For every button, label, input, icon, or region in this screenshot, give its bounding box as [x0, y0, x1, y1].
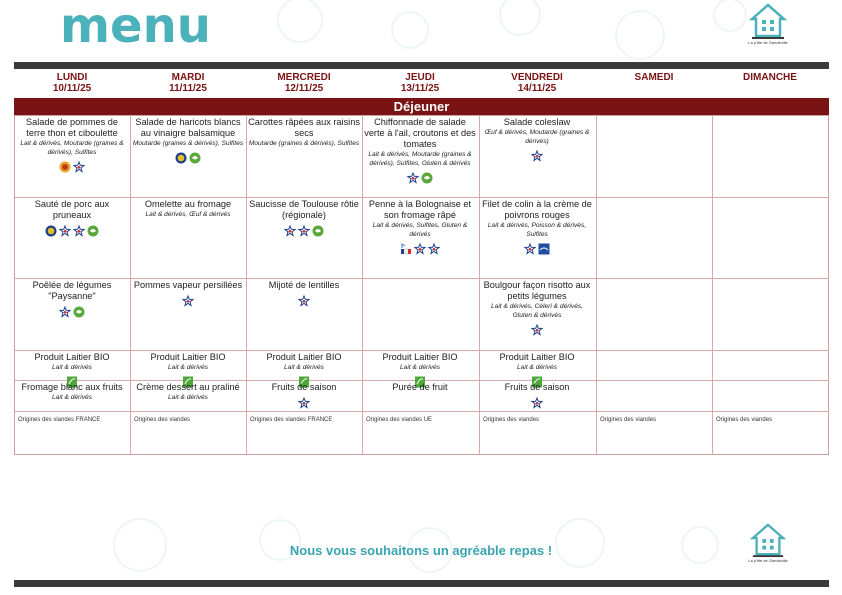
fait-maison-icon [182, 295, 194, 307]
allergens-text: Lait & dérivés, Céleri & dérivés, Gluten & dérivés [491, 303, 583, 319]
menu-cell-plat [132, 199, 244, 276]
menu-cell-dessert [364, 382, 476, 409]
fait-maison-icon [298, 295, 310, 307]
label-icons [530, 147, 544, 165]
menu-cell-plat [598, 199, 710, 276]
menu-cell-entree [598, 117, 710, 195]
allergens-text: Lait & dérivés [284, 364, 324, 371]
allergens-text: Lait & dérivés [52, 394, 92, 401]
dish-name: Purée de fruit [392, 382, 448, 392]
meat-origin-text: Origines des viandes [483, 417, 540, 423]
fait-maison-icon [284, 225, 296, 237]
allergens-text: Lait & dérivés, Moutarde (graines & dérivés), Sulfites, Gluten & dérivés [368, 151, 472, 167]
day-header-jeudi: JEUDI 13/11/25 [400, 72, 440, 94]
fait-maison-icon [531, 324, 543, 336]
fait-maison-icon [414, 243, 426, 255]
day-header-mardi: MARDI 11/11/25 [169, 72, 207, 94]
label-icons [44, 222, 100, 240]
dish-name: Produit Laitier BIO [266, 352, 342, 362]
label-icons [283, 222, 325, 240]
menu-cell-accompagnement [16, 280, 128, 348]
fait-maison-icon [298, 225, 310, 237]
page-title: menu [60, 0, 211, 54]
dish-name: Poêlée de légumes "Paysanne" [32, 280, 112, 301]
label-icons [297, 394, 311, 412]
day-header-vendredi: VENDREDI 14/11/25 [511, 72, 563, 94]
dish-name: Sauté de porc aux pruneaux [34, 199, 110, 220]
allergens-text: Lait & dérivés [168, 394, 208, 401]
menu-cell-plat [248, 199, 360, 276]
menu-cell-entree [481, 117, 593, 195]
dish-name: Produit Laitier BIO [499, 352, 575, 362]
menu-cell-dessert [481, 382, 593, 409]
menu-cell-dessert [714, 382, 826, 409]
label-icons [58, 303, 86, 321]
dish-name: Produit Laitier BIO [382, 352, 458, 362]
vegetarien-icon [73, 306, 85, 318]
label-icons [58, 158, 86, 176]
menu-cell-accompagnement [364, 280, 476, 348]
dish-name: Mijoté de lentilles [268, 280, 340, 290]
decorative-vegetables-top [260, 0, 820, 60]
allergens-text: Œuf & dérivés, Moutarde (graines & dérivés) [484, 129, 590, 145]
vegetarien-icon [87, 225, 99, 237]
top-bar [14, 62, 829, 69]
allergens-text: Lait & dérivés, Sulfites, Gluten & dérivés [372, 222, 468, 238]
footer-logo [748, 522, 788, 563]
dish-name: Fruits de saison [271, 382, 337, 392]
vegetarien-icon [189, 152, 201, 164]
dish-name: Fruits de saison [504, 382, 570, 392]
dish-name: Chiffonnade de salade verte à l'ail, croutons et des tomates [364, 117, 476, 149]
label-icons [530, 394, 544, 412]
dish-name: Boulgour façon risotto aux petits légumes [483, 280, 591, 301]
logo [748, 2, 788, 45]
menu-cell-laitier [132, 352, 244, 378]
menu-cell-plat [364, 199, 476, 276]
allergens-text: Lait & dérivés [168, 364, 208, 371]
meat-origin-text: Origines des viandes [600, 417, 657, 423]
menu-cell-dessert [132, 382, 244, 409]
house-logo-icon [749, 2, 787, 40]
fait-maison-icon [298, 397, 310, 409]
dish-name: Penne à la Bolognaise et son fromage râpé [368, 199, 472, 220]
dish-name: Filet de colin à la crème de poivrons rouges [482, 199, 592, 220]
fait-maison-icon [531, 397, 543, 409]
meat-origin-text: Origines des viandes [716, 417, 773, 423]
menu-cell-entree [714, 117, 826, 195]
grid-column-divider [362, 115, 363, 455]
dish-name: Carottes râpées aux raisins secs [248, 117, 360, 138]
fait-maison-icon [407, 172, 419, 184]
meat-origin-text: Origines des viandes FRANCE [250, 417, 333, 423]
fait-maison-icon [524, 243, 536, 255]
allergens-text: Moutarde (graines & dérivés), Sulfites [132, 140, 244, 147]
house-logo-icon [750, 522, 786, 558]
label-icons [297, 292, 311, 310]
grid-row-divider [14, 278, 829, 279]
menu-cell-laitier [714, 352, 826, 378]
footer-message: Nous vous souhaitons un agréable repas ! [289, 543, 553, 558]
grid-column-divider [479, 115, 480, 455]
menu-cell-laitier [248, 352, 360, 378]
allergens-text: Lait & dérivés, Moutarde (graines & dérivés), Sulfites [20, 140, 124, 156]
msc-peche-icon [538, 243, 550, 255]
menu-cell-plat [16, 199, 128, 276]
menu-cell-laitier [598, 352, 710, 378]
grid-row-divider [14, 411, 829, 412]
fait-maison-icon [59, 225, 71, 237]
day-header-lundi: LUNDI 10/11/25 [52, 72, 92, 94]
grid-column-divider [130, 115, 131, 455]
day-headers [14, 72, 829, 98]
label-icons [181, 292, 195, 310]
day-header-dimanche: DIMANCHE [743, 72, 797, 83]
allergens-text: Moutarde (graines & dérivés), Sulfites [248, 140, 360, 147]
menu-cell-dessert [598, 382, 710, 409]
allergens-text: Lait & dérivés, Poisson & dérivés, Sulfites [487, 222, 587, 238]
menu-cell-accompagnement [714, 280, 826, 348]
dish-name: Salade coleslaw [503, 117, 571, 127]
menu-cell-laitier [16, 352, 128, 378]
grid-column-divider [246, 115, 247, 455]
label-icons [530, 321, 544, 339]
menu-cell-dessert [248, 382, 360, 409]
grid-column-divider [596, 115, 597, 455]
bottom-bar [14, 580, 829, 587]
viande-origine-icon [400, 243, 412, 255]
dish-name: Salade de haricots blancs au vinaigre balsamique [135, 117, 241, 138]
vegetarien-icon [312, 225, 324, 237]
allergens-text: Lait & dérivés [517, 364, 557, 371]
menu-cell-entree [248, 117, 360, 195]
menu-cell-entree [364, 117, 476, 195]
menu-cell-plat [481, 199, 593, 276]
menu-cell-entree [16, 117, 128, 195]
meat-origin-text: Origines des viandes [134, 417, 191, 423]
dish-name: Saucisse de Toulouse rôtie (régionale) [249, 199, 359, 220]
allergens-text: Lait & dérivés [52, 364, 92, 371]
dish-name: Produit Laitier BIO [150, 352, 226, 362]
dish-name: Crème dessert au praliné [136, 382, 240, 392]
menu-cell-entree [132, 117, 244, 195]
dish-name: Omelette au fromage [144, 199, 232, 209]
meat-origin-text: Origines des viandes FRANCE [18, 417, 101, 423]
grid-row-divider [14, 197, 829, 198]
menu-cell-accompagnement [132, 280, 244, 348]
menu-cell-laitier [481, 352, 593, 378]
label-rouge-icon [175, 152, 187, 164]
label-icons [399, 240, 441, 258]
vegetarien-icon [421, 172, 433, 184]
fait-maison-icon [531, 150, 543, 162]
menu-cell-dessert [16, 382, 128, 409]
label-icons [523, 240, 551, 258]
meal-band: Déjeuner [14, 98, 829, 115]
logo-text: La p'tite de Gandeville [748, 40, 788, 45]
fait-maison-icon [428, 243, 440, 255]
menu-cell-plat [714, 199, 826, 276]
meat-origin-text: Origines des viandes UE [366, 417, 433, 423]
menu-cell-accompagnement [248, 280, 360, 348]
label-icons [406, 169, 434, 187]
day-header-mercredi: MERCREDI 12/11/25 [277, 72, 331, 94]
menu-cell-accompagnement [481, 280, 593, 348]
menu-cell-laitier [364, 352, 476, 378]
menu-cell-accompagnement [598, 280, 710, 348]
dish-name: Fromage blanc aux fruits [21, 382, 123, 392]
menu-grid [14, 115, 829, 455]
allergens-text: Lait & dérivés [400, 364, 440, 371]
dish-name: Produit Laitier BIO [34, 352, 110, 362]
grid-row-divider [14, 350, 829, 351]
allergens-text: Lait & dérivés, Œuf & dérivés [145, 211, 231, 218]
footer-logo-text: La p'tite de Gandeville [748, 558, 788, 563]
dish-name: Pommes vapeur persillées [133, 280, 243, 290]
aoc-icon [59, 161, 71, 173]
label-icons [174, 149, 202, 167]
fait-maison-icon [73, 225, 85, 237]
dish-name: Salade de pommes de terre thon et ciboulette [26, 117, 118, 138]
fait-maison-icon [59, 306, 71, 318]
day-header-samedi: SAMEDI [634, 72, 674, 83]
grid-column-divider [712, 115, 713, 455]
label-rouge-icon [45, 225, 57, 237]
fait-maison-icon [73, 161, 85, 173]
